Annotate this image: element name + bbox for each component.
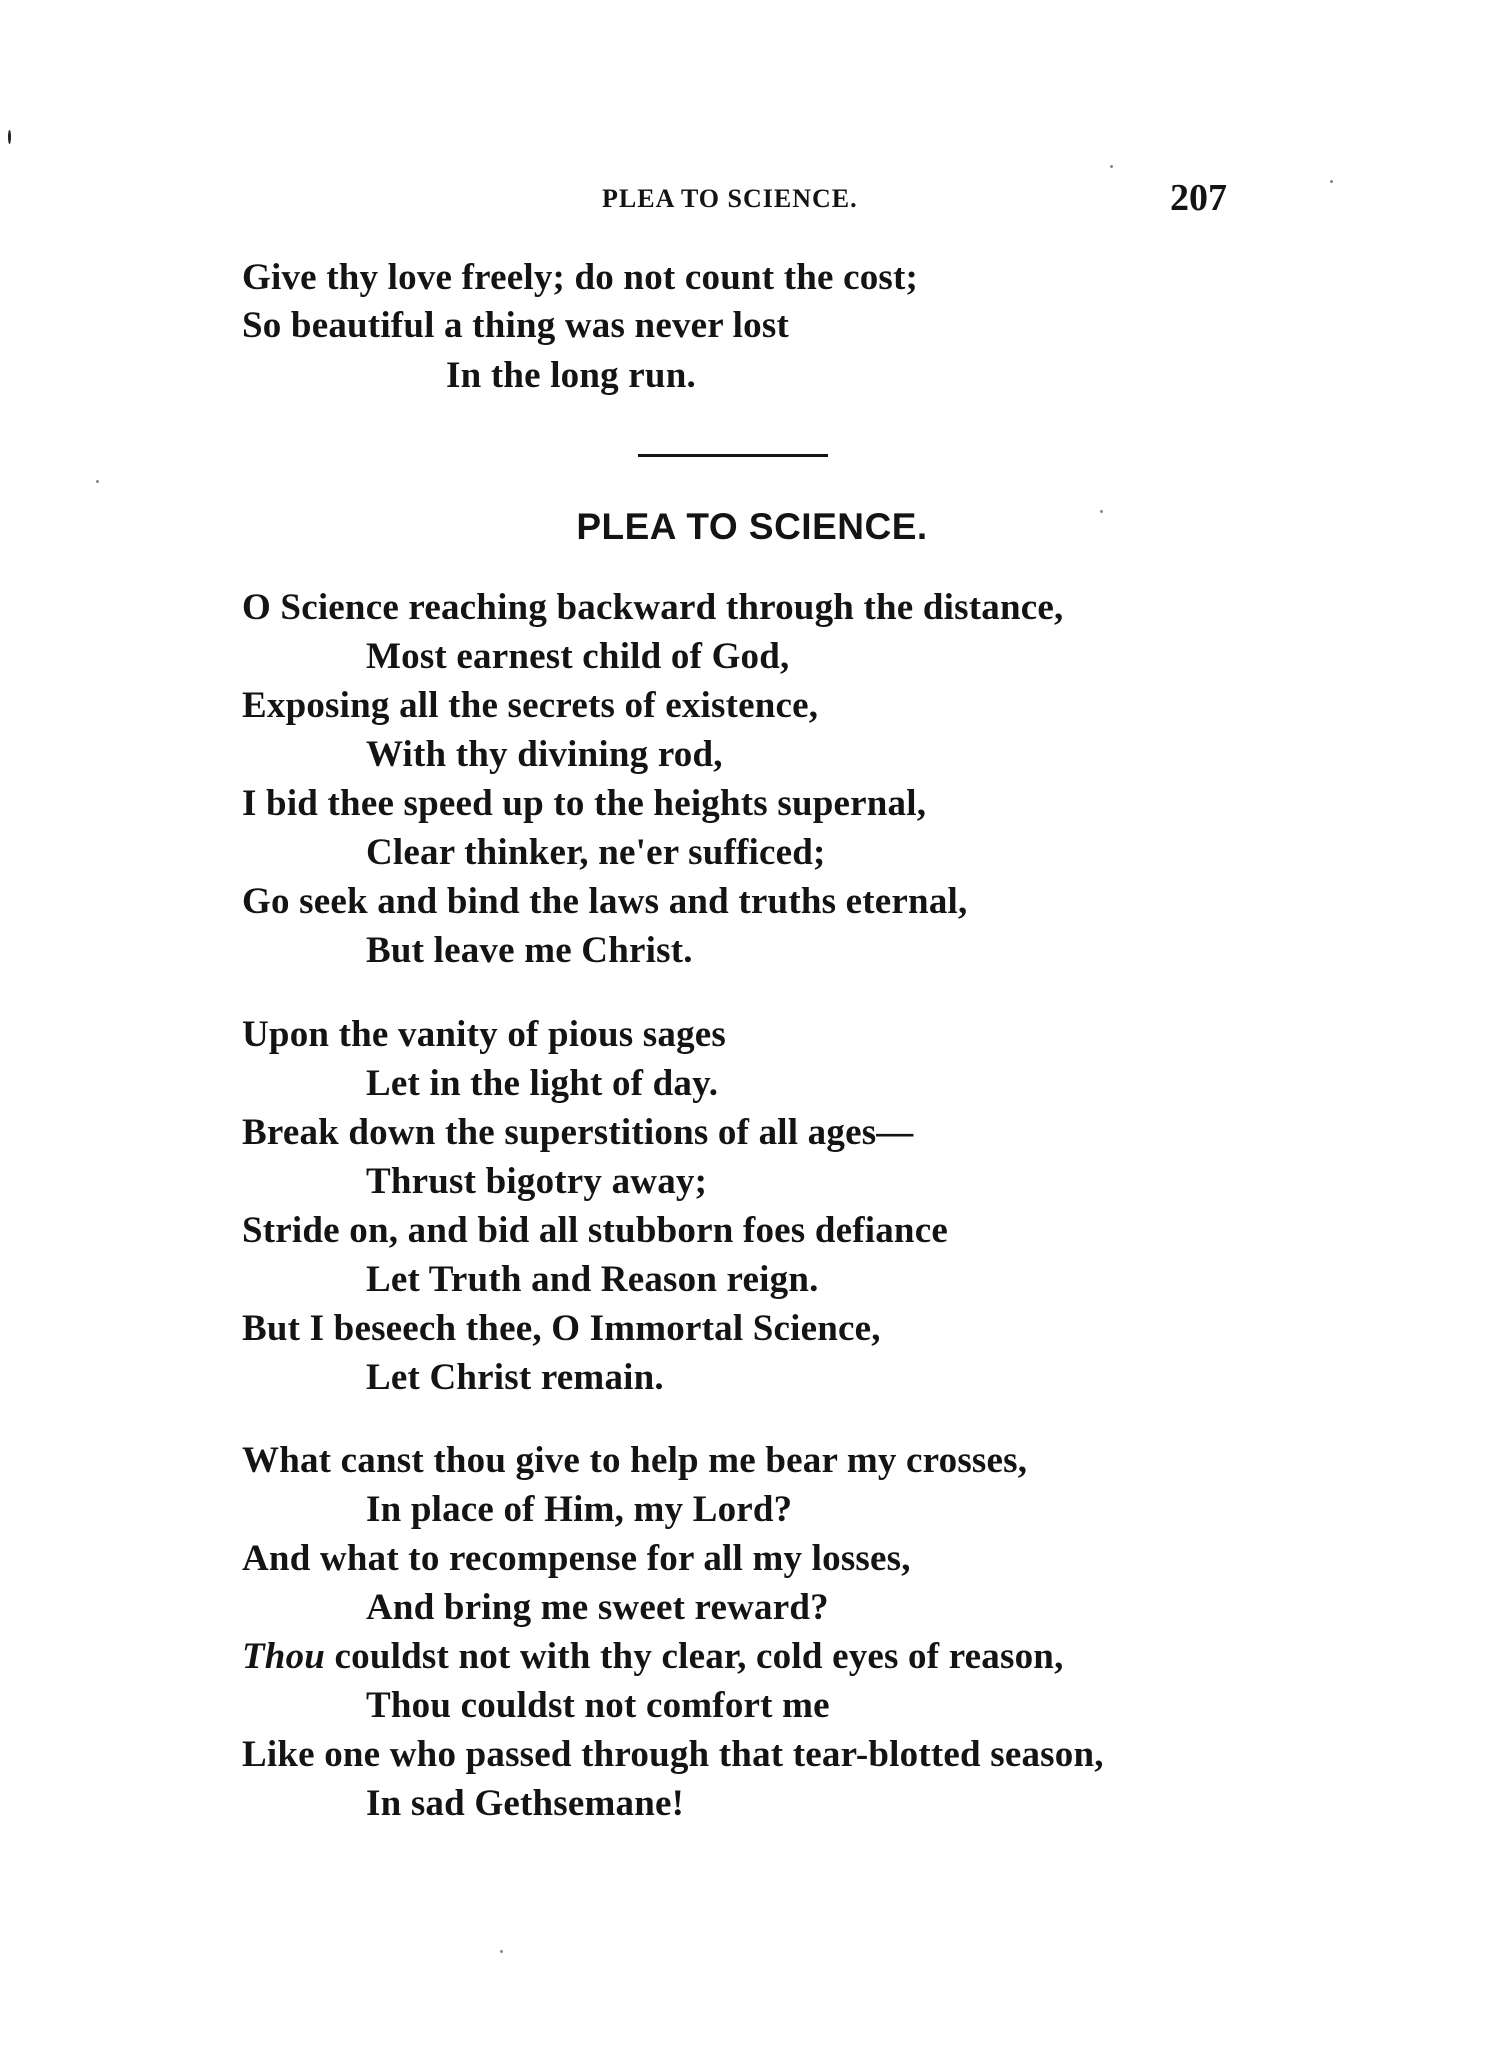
verse-line: But I beseech thee, O Immortal Science, — [242, 1308, 881, 1349]
verse-line: Break down the superstitions of all ages— — [242, 1112, 914, 1153]
verse-line-rest: couldst not with thy clear, cold eyes of reason, — [325, 1636, 1064, 1677]
running-head — [0, 176, 1504, 219]
running-title: PLEA TO SCIENCE. — [602, 184, 858, 213]
scan-speck — [96, 480, 99, 483]
page-number: 207 — [1170, 177, 1227, 219]
scan-speck — [500, 1950, 503, 1953]
verse-line: Go seek and bind the laws and truths eternal, — [242, 881, 968, 922]
poem-title: PLEA TO SCIENCE. — [576, 506, 928, 547]
verse-line: Most earnest child of God, — [366, 636, 790, 677]
verse-line: Stride on, and bid all stubborn foes defiance — [242, 1210, 948, 1251]
italic-word: Thou — [242, 1636, 326, 1677]
verse-line: O Science reaching backward through the distance, — [242, 587, 1064, 628]
verse-line: What canst thou give to help me bear my crosses, — [242, 1440, 1028, 1481]
verse-line — [242, 1637, 1064, 1677]
verse-line: And bring me sweet reward? — [366, 1587, 829, 1628]
scan-mark — [8, 130, 11, 144]
scan-speck — [1330, 180, 1333, 183]
verse-line: Clear thinker, ne'er sufficed; — [366, 832, 826, 873]
section-divider — [638, 454, 828, 457]
verse-line: Let Christ remain. — [366, 1357, 664, 1398]
scan-speck — [1110, 165, 1113, 168]
verse-line: I bid thee speed up to the heights supernal, — [242, 783, 927, 824]
verse-line: Exposing all the secrets of existence, — [242, 685, 819, 726]
verse-line: Thou couldst not comfort me — [366, 1685, 830, 1726]
verse-line: Like one who passed through that tear-blotted season, — [242, 1734, 1104, 1775]
verse-line: In the long run. — [446, 355, 696, 396]
verse-line: And what to recompense for all my losses, — [242, 1538, 911, 1579]
verse-line: Thrust bigotry away; — [366, 1161, 708, 1202]
verse-line: But leave me Christ. — [366, 930, 693, 971]
verse-line: So beautiful a thing was never lost — [242, 305, 789, 346]
verse-line: Give thy love freely; do not count the cost; — [242, 257, 919, 298]
verse-line: In sad Gethsemane! — [366, 1783, 685, 1824]
verse-line: In place of Him, my Lord? — [366, 1489, 793, 1530]
verse-line: Let in the light of day. — [366, 1063, 719, 1104]
scan-speck — [1100, 510, 1103, 513]
verse-line: Upon the vanity of pious sages — [242, 1014, 727, 1055]
verse-line: Let Truth and Reason reign. — [366, 1259, 819, 1300]
verse-line: With thy divining rod, — [366, 734, 723, 775]
